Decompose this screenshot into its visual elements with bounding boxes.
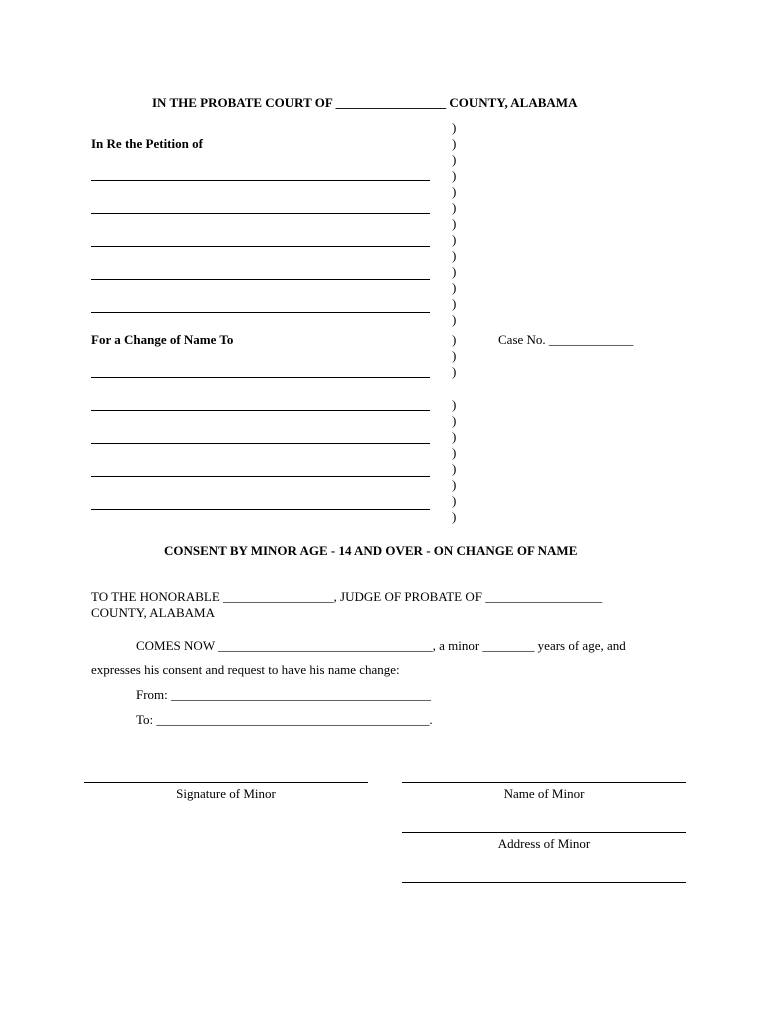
new-name-line-2[interactable] <box>91 410 430 411</box>
caption-paren: ) <box>452 477 457 492</box>
petitioner-line-3[interactable] <box>91 246 430 247</box>
from-line: From: ________________________________________ <box>136 687 432 702</box>
address-of-minor-label: Address of Minor <box>497 836 591 851</box>
court-title: IN THE PROBATE COURT OF _________________ COUNTY, ALABAMA <box>152 95 578 110</box>
caption-paren: ) <box>452 509 457 524</box>
new-name-line-3[interactable] <box>91 443 430 444</box>
caption-paren: ) <box>452 429 457 444</box>
caption-paren: ) <box>452 397 457 412</box>
caption-paren: ) <box>452 168 457 183</box>
petitioner-line-1[interactable] <box>91 180 430 181</box>
address-line[interactable] <box>402 832 686 833</box>
address-line-1: TO THE HONORABLE _________________, JUDGE OF PROBATE OF __________________ <box>91 589 603 604</box>
new-name-line-4[interactable] <box>91 476 430 477</box>
caption-paren: ) <box>452 184 457 199</box>
caption-paren: ) <box>452 248 457 263</box>
caption-paren: ) <box>452 364 457 379</box>
change-label: For a Change of Name To <box>91 332 234 347</box>
caption-paren: ) <box>452 493 457 508</box>
caption-paren: ) <box>452 461 457 476</box>
caption-paren: ) <box>452 200 457 215</box>
caption-paren: ) <box>452 348 457 363</box>
caption-paren: ) <box>452 264 457 279</box>
to-line: To: __________________________________________. <box>136 712 433 727</box>
caption-paren: ) <box>452 413 457 428</box>
caption-paren: ) <box>452 296 457 311</box>
comes-now-line: COMES NOW _________________________________, a minor ________ years of age, and <box>136 638 626 653</box>
caption-paren: ) <box>452 445 457 460</box>
caption-paren: ) <box>452 280 457 295</box>
name-of-minor-label: Name of Minor <box>503 786 585 801</box>
name-line[interactable] <box>402 782 686 783</box>
address-line-extra[interactable] <box>402 882 686 883</box>
expresses-line: expresses his consent and request to have his name change: <box>91 662 400 677</box>
caption-paren: ) <box>452 136 457 151</box>
caption-paren: ) <box>452 120 457 135</box>
address-line-2: COUNTY, ALABAMA <box>91 605 215 620</box>
petitioner-line-4[interactable] <box>91 279 430 280</box>
new-name-line-5[interactable] <box>91 509 430 510</box>
petitioner-line-2[interactable] <box>91 213 430 214</box>
new-name-line-1[interactable] <box>91 377 430 378</box>
document-title: CONSENT BY MINOR AGE - 14 AND OVER - ON CHANGE OF NAME <box>164 543 578 558</box>
case-number: Case No. _____________ <box>498 332 634 347</box>
petitioner-line-5[interactable] <box>91 312 430 313</box>
signature-line[interactable] <box>84 782 368 783</box>
caption-paren: ) <box>452 216 457 231</box>
caption-paren: ) <box>452 232 457 247</box>
caption-paren: ) <box>452 312 457 327</box>
petition-label: In Re the Petition of <box>91 136 203 151</box>
signature-of-minor-label: Signature of Minor <box>176 786 276 801</box>
caption-paren: ) <box>452 152 457 167</box>
caption-paren: ) <box>452 332 457 347</box>
